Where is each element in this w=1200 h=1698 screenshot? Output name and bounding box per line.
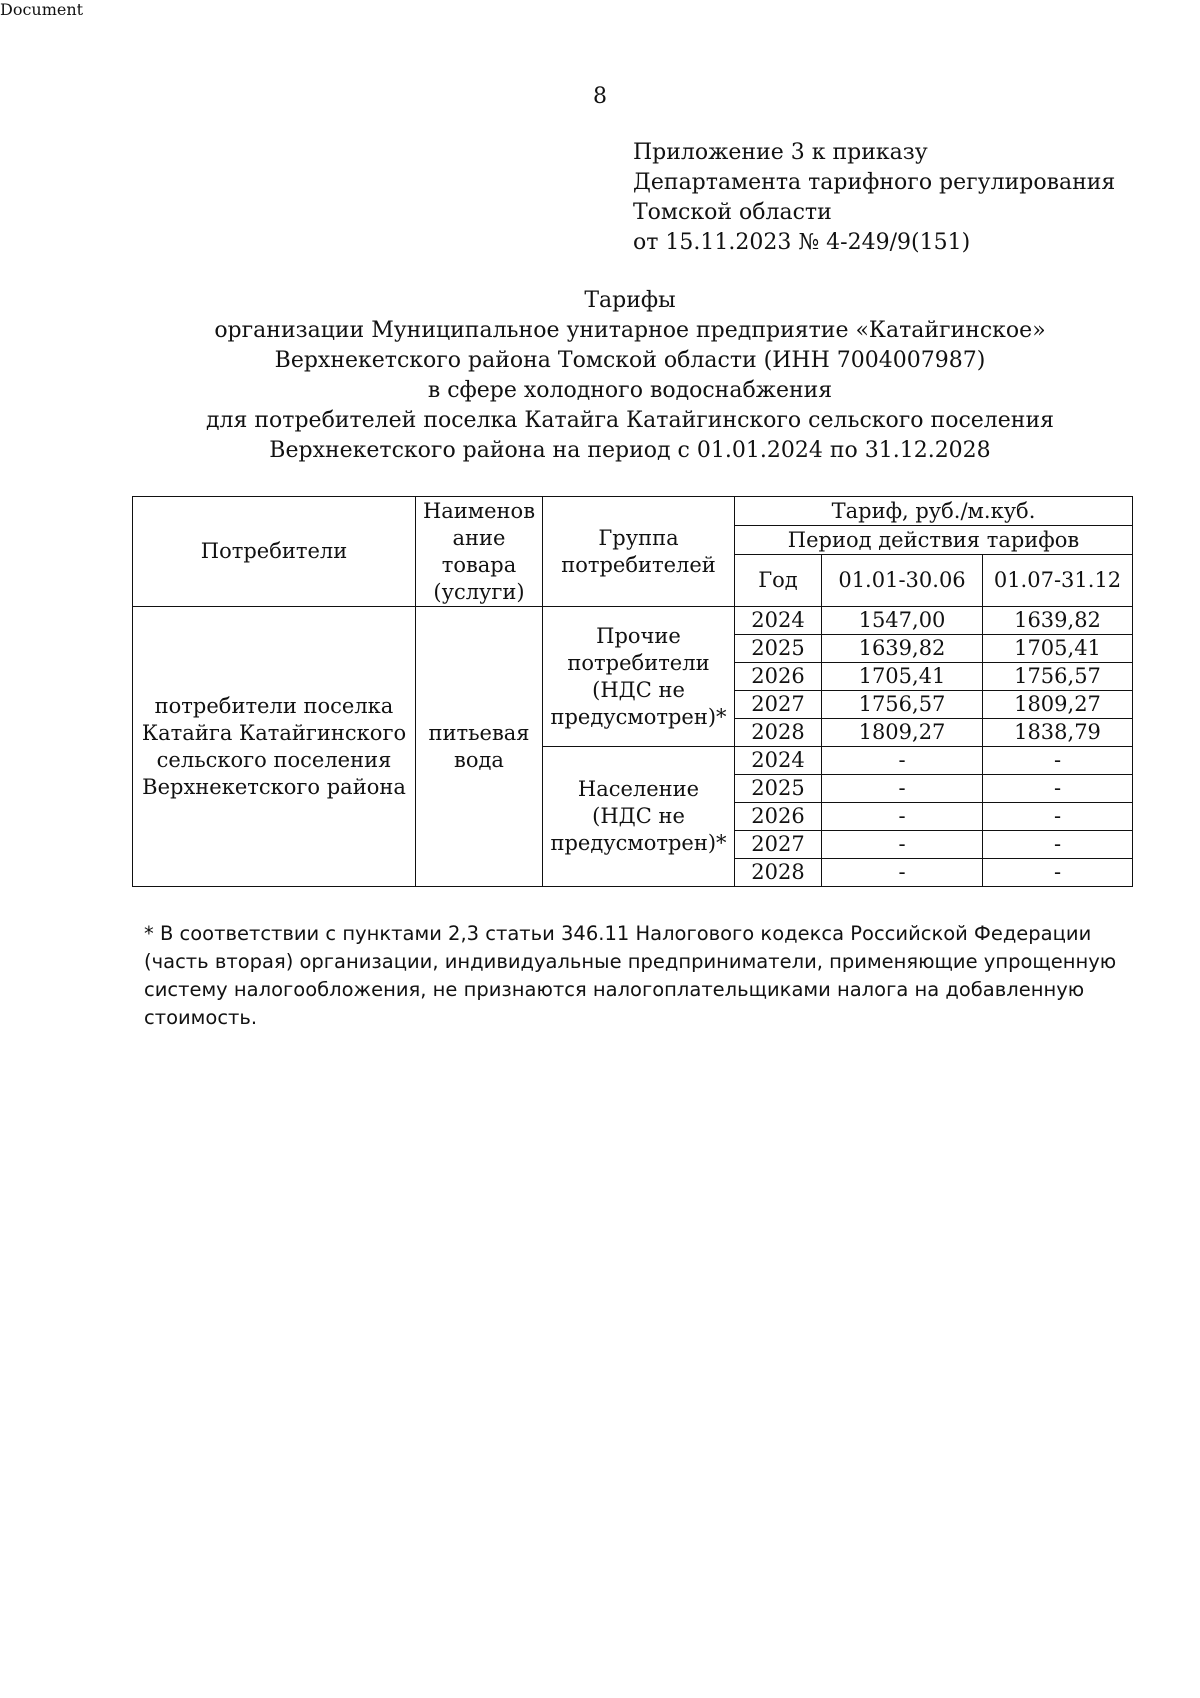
tariff-first-half: 1639,82 [822,635,983,663]
title-line: Верхнекетского района Томской области (ИНН 7004007987) [274,348,986,373]
header-consumers: Потребители [133,497,416,607]
tariff-first-half: - [822,803,983,831]
tariff-second-half: - [983,747,1133,775]
tariff-first-half: - [822,831,983,859]
header-first-half: 01.01-30.06 [822,555,983,607]
tariff-second-half: - [983,775,1133,803]
tariff-first-half: - [822,859,983,887]
tariff-first-half: - [822,775,983,803]
header-tariff-period: Период действия тарифов [735,526,1133,555]
tariff-second-half: 1639,82 [983,607,1133,635]
tariff-second-half: - [983,803,1133,831]
appendix-line: Департамента тарифного регулирования [633,170,1116,195]
appendix-reference [633,138,1173,258]
title-line: организации Муниципальное унитарное предприятие «Катайгинское» [214,318,1046,343]
year-cell: 2026 [735,803,822,831]
tariff-first-half: 1705,41 [822,663,983,691]
document-title [130,286,1130,466]
title-line: для потребителей поселка Катайга Катайгинского сельского поселения [206,408,1054,433]
tariff-table [132,496,1133,887]
page-number: 8 [593,84,607,109]
tariff-second-half: 1756,57 [983,663,1133,691]
title-line: в сфере холодного водоснабжения [427,378,833,403]
appendix-line: Томской области [633,200,832,225]
tariff-first-half: - [822,747,983,775]
year-cell: 2024 [735,747,822,775]
tariff-first-half: 1809,27 [822,719,983,747]
title-line: Верхнекетского района на период с 01.01.2024 по 31.12.2028 [269,438,991,463]
tariff-first-half: 1756,57 [822,691,983,719]
year-cell: 2028 [735,719,822,747]
year-cell: 2027 [735,691,822,719]
year-cell: 2025 [735,775,822,803]
year-cell: 2024 [735,607,822,635]
year-cell: 2025 [735,635,822,663]
appendix-line: от 15.11.2023 № 4-249/9(151) [633,230,971,255]
goods-cell: питьевая вода [416,607,543,887]
title-line: Тарифы [584,288,676,313]
tariff-second-half: 1838,79 [983,719,1133,747]
footnote: * В соответствии с пунктами 2,3 статьи 346.11 Налогового кодекса Российской Федерации (часть вторая) организации, индивидуальные предприниматели, применяющие упрощенную систему налогообложения, не признаются налогоплательщиками налога на добавленную стоимость. [144,922,1117,1029]
tariff-second-half: 1809,27 [983,691,1133,719]
header-tariff: Тариф, руб./м.куб. [735,497,1133,526]
year-cell: 2028 [735,859,822,887]
tariff-second-half: - [983,859,1133,887]
group-other-consumers: Прочие потребители (НДС не предусмотрен)* [543,607,735,747]
consumers-cell: потребители поселка Катайга Катайгинского сельского поселения Верхнекетского района [133,607,416,887]
year-cell: 2027 [735,831,822,859]
appendix-line: Приложение 3 к приказу [633,140,928,165]
tariff-second-half: 1705,41 [983,635,1133,663]
header-year: Год [735,555,822,607]
header-goods: Наименов ание товара (услуги) [416,497,543,607]
tariff-second-half: - [983,831,1133,859]
group-population: Население (НДС не предусмотрен)* [543,747,735,887]
year-cell: 2026 [735,663,822,691]
table-row [133,607,1133,635]
tariff-first-half: 1547,00 [822,607,983,635]
header-second-half: 01.07-31.12 [983,555,1133,607]
header-consumer-group: Группа потребителей [543,497,735,607]
